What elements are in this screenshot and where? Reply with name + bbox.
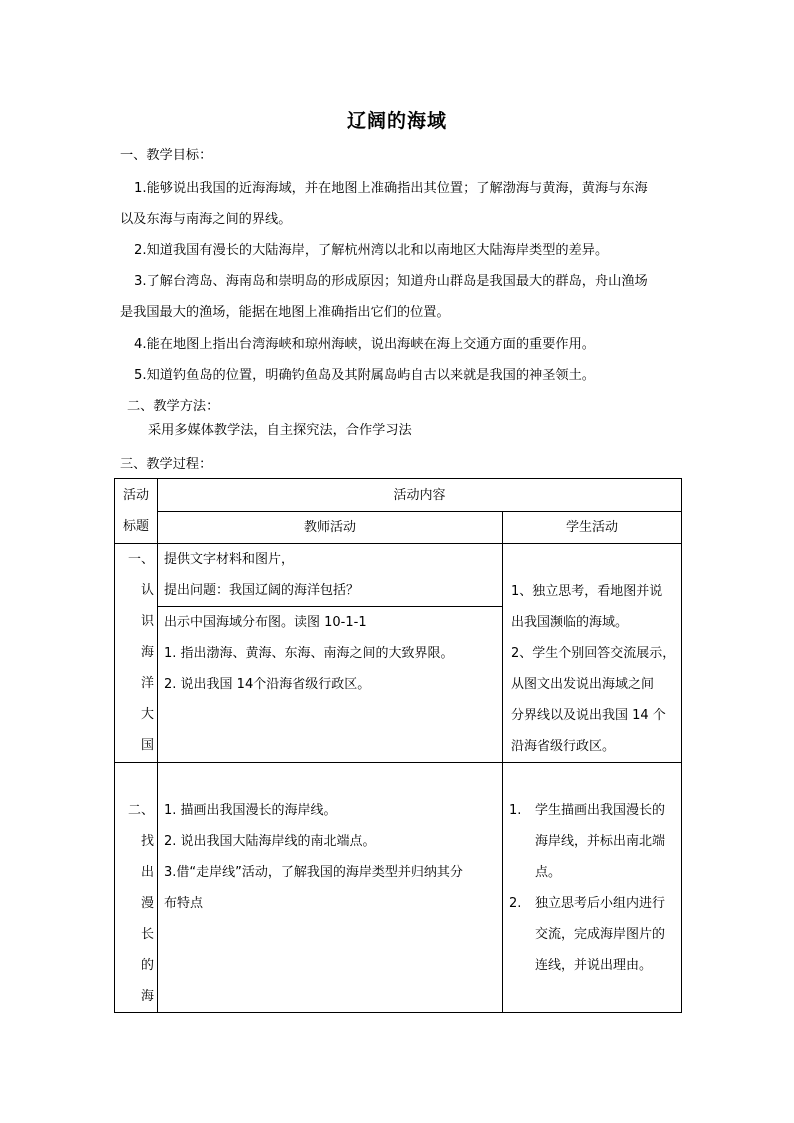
row1-title-char: 一、 <box>127 552 154 567</box>
document-title: 辽阔的海域 <box>346 110 447 132</box>
objective-line: 2.知道我国有漫长的大陆海岸，了解杭州湾以北和以南地区大陆海岸类型的差异。 <box>134 243 609 258</box>
objective-line: 3.了解台湾岛、海南岛和崇明岛的形成原因；知道舟山群岛是我国最大的群岛，舟山渔场 <box>134 274 648 289</box>
student-text-line: 点。 <box>535 865 562 880</box>
header-activity-content: 活动内容 <box>158 479 682 512</box>
header-teacher-activity: 教师活动 <box>158 512 503 544</box>
row2-title-char: 海 <box>140 989 154 1004</box>
row2-title-char: 漫 <box>140 896 154 911</box>
teacher-text-line: 1. 指出渤海、黄海、东海、南海之间的大致界限。 <box>164 646 454 661</box>
row1-title <box>115 544 158 763</box>
row2-title <box>115 763 158 1013</box>
teacher-text-line: 出示中国海域分布图。读图 10-1-1 <box>164 615 367 630</box>
section-heading-process: 三、教学过程： <box>120 457 213 472</box>
item-number: 2. <box>509 896 522 911</box>
section-heading-objectives: 一、教学目标： <box>120 148 213 163</box>
student-numbered-item <box>509 888 681 981</box>
objective-line: 1.能够说出我国的近海海域，并在地图上准确指出其位置；了解渤海与黄海，黄海与东海 <box>134 181 648 196</box>
student-text-line: 沿海省级行政区。 <box>511 739 616 754</box>
row1-title-char: 海 <box>140 645 154 660</box>
student-text-line: 交流，完成海岸图片的 <box>535 927 666 942</box>
student-text-line: 连线，并说出理由。 <box>535 958 653 973</box>
table-row <box>115 763 682 1013</box>
teacher-text-line: 2. 说出我国 14个沿海省级行政区。 <box>164 677 371 692</box>
student-text-line: 1、独立思考，看地图并说 <box>511 584 663 599</box>
row2-title-char: 二、 <box>127 803 154 818</box>
student-text-line: 2、学生个别回答交流展示， <box>511 646 676 661</box>
row1-teacher-activity <box>158 544 503 763</box>
section-heading-methods: 二、教学方法： <box>127 399 220 414</box>
objective-line: 5.知道钓鱼岛的位置，明确钓鱼岛及其附属岛屿自古以来就是我国的神圣领土。 <box>134 368 595 383</box>
student-text-line: 学生描画出我国漫长的 <box>535 803 666 818</box>
student-numbered-item <box>509 795 681 888</box>
teacher-text-line: 1. 描画出我国漫长的海岸线。 <box>164 803 337 818</box>
header-activity-title-line1: 活动 <box>122 488 149 503</box>
lesson-process-table <box>114 478 682 1013</box>
row1-title-char: 识 <box>140 614 154 629</box>
teacher-text-line: 提供文字材料和图片， <box>164 552 295 567</box>
objective-line: 4.能在地图上指出台湾海峡和琼州海峡，说出海峡在海上交通方面的重要作用。 <box>134 337 595 352</box>
header-student-activity: 学生活动 <box>503 512 682 544</box>
row2-title-char: 找 <box>140 834 154 849</box>
teacher-text-line: 提出问题：我国辽阔的海洋包括？ <box>164 583 360 598</box>
row2-teacher-activity <box>158 763 503 1013</box>
student-text-line: 出我国濒临的海域。 <box>511 615 629 630</box>
student-text-line: 海岸线，并标出南北端 <box>535 834 666 849</box>
teacher-text-line: 布特点 <box>164 896 204 911</box>
row2-student-activity <box>503 763 682 1013</box>
student-text-line: 独立思考后小组内进行 <box>535 896 666 911</box>
student-text-line: 从图文出发说出海域之间 <box>511 677 655 692</box>
student-text-line: 分界线以及说出我国 14 个 <box>511 708 666 723</box>
item-number: 1. <box>509 803 522 818</box>
row1-title-char: 认 <box>140 583 154 598</box>
methods-content: 采用多媒体教学法，自主探究法，合作学习法 <box>148 423 412 438</box>
objective-line: 是我国最大的渔场，能据在地图上准确指出它们的位置。 <box>120 305 450 320</box>
objective-line: 以及东海与南海之间的界线。 <box>120 212 292 227</box>
row2-title-char: 出 <box>140 865 154 880</box>
row1-title-char: 大 <box>140 707 154 722</box>
row1-title-char: 洋 <box>140 676 154 691</box>
teacher-cell-divider <box>158 606 502 700</box>
teacher-text-line: 3.借“走岸线”活动，了解我国的海岸类型并归纳其分 <box>164 865 463 880</box>
row2-title-char: 的 <box>140 958 154 973</box>
row2-title-char: 长 <box>140 927 154 942</box>
row1-title-char: 国 <box>140 738 154 753</box>
header-activity-title <box>115 479 158 544</box>
row1-student-activity <box>503 544 682 763</box>
teacher-text-line: 2. 说出我国大陆海岸线的南北端点。 <box>164 834 376 849</box>
header-activity-title-line2: 标题 <box>122 519 149 534</box>
table-row <box>115 544 682 763</box>
